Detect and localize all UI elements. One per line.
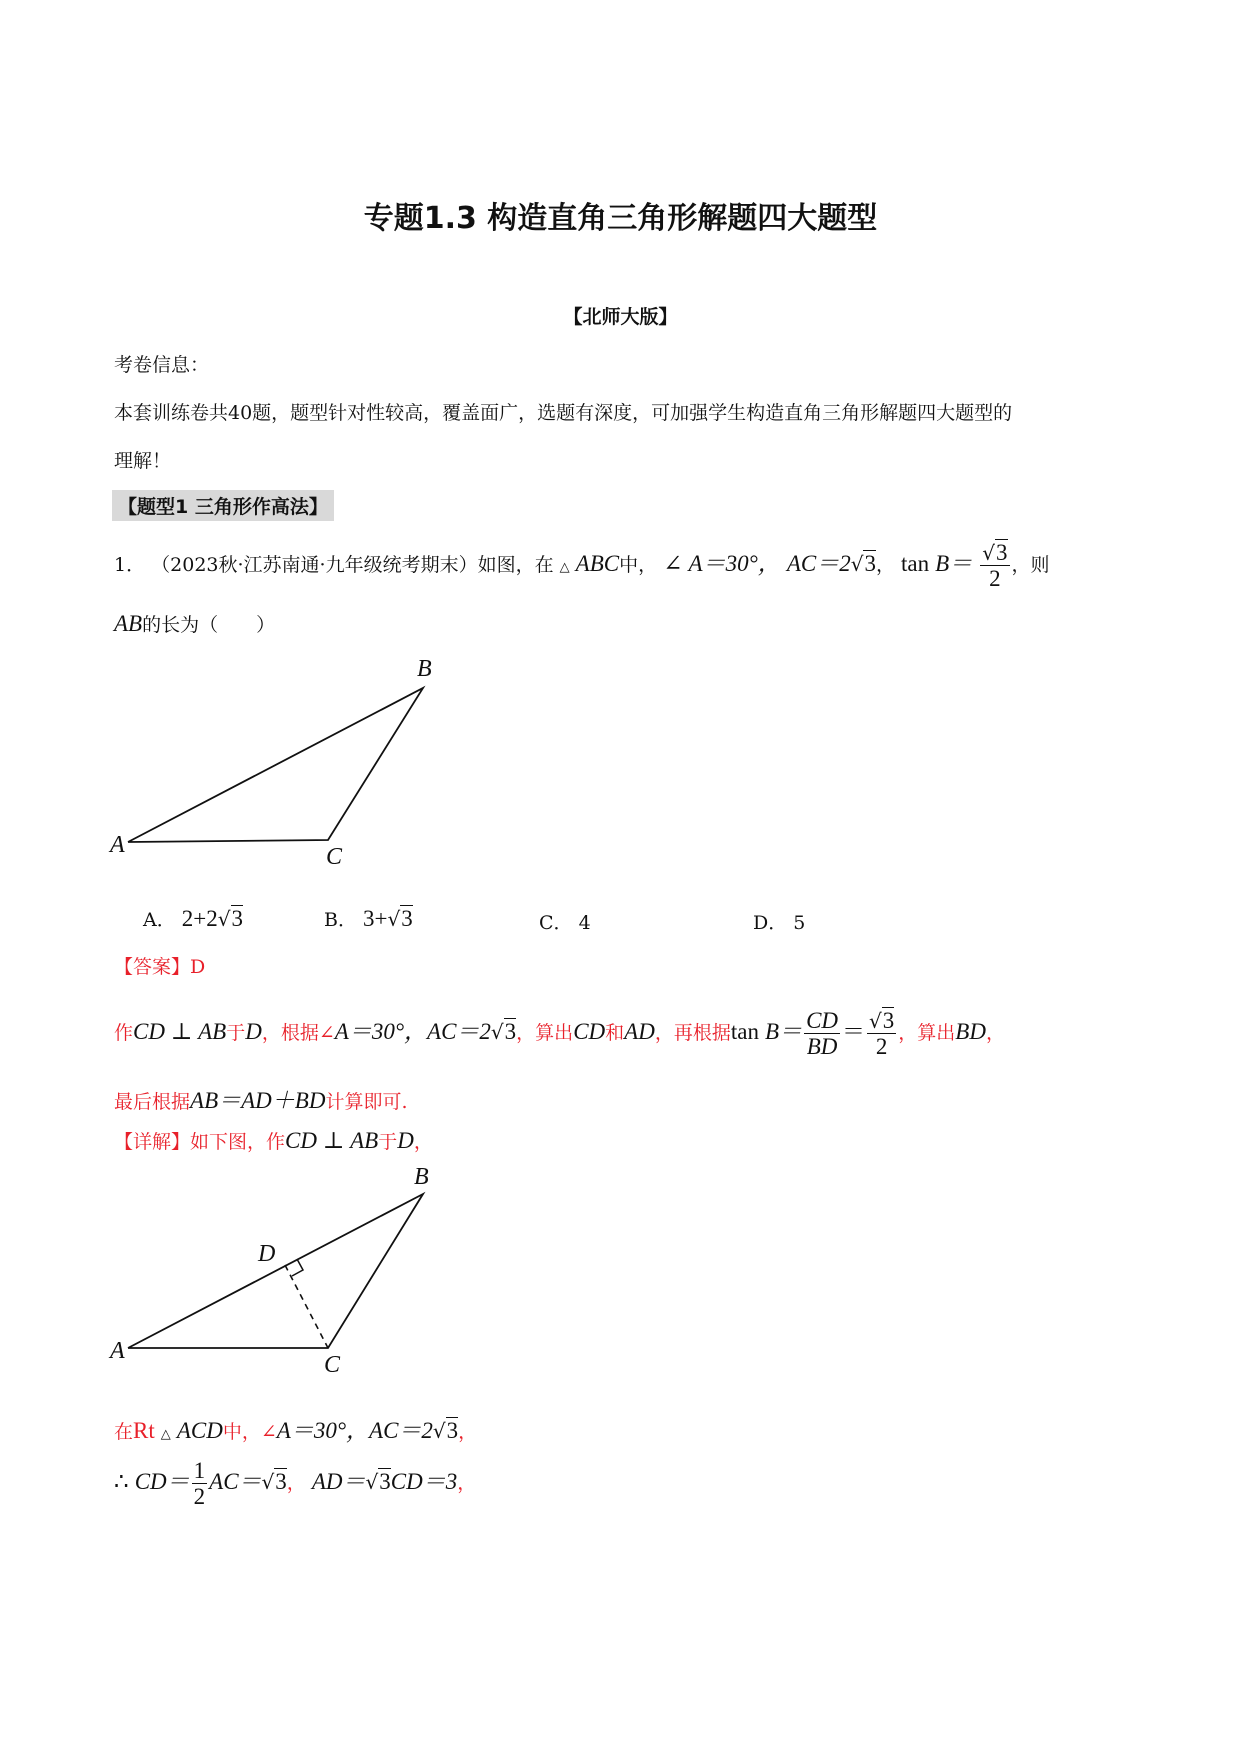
perp-symbol: ⊥ bbox=[316, 1128, 351, 1153]
bd-segment: BD bbox=[955, 1018, 986, 1044]
analysis-line-2 bbox=[114, 1082, 407, 1115]
question-number: 1． bbox=[114, 553, 146, 576]
cd-bd-fraction bbox=[804, 1008, 840, 1060]
option-d-label: D． bbox=[753, 912, 788, 934]
text-comma: ， bbox=[458, 1421, 478, 1443]
half-fraction bbox=[192, 1458, 208, 1510]
option-d[interactable] bbox=[753, 908, 805, 935]
option-b-label: B． bbox=[324, 909, 357, 931]
text-genju: ，根据∠ bbox=[261, 1021, 335, 1044]
detail-label: 【详解】 bbox=[114, 1131, 191, 1153]
triangle-acd: ACD bbox=[176, 1418, 223, 1443]
ab-segment: AB bbox=[114, 611, 143, 636]
tan-fraction bbox=[980, 540, 1009, 592]
text-zai: 在 bbox=[114, 1421, 134, 1443]
angle-a-value: A＝30°， bbox=[688, 550, 781, 576]
text-zaigenju: ，再根据 bbox=[654, 1021, 731, 1044]
text-suanchu: ，算出 bbox=[898, 1021, 956, 1044]
cd-segment: CD bbox=[285, 1128, 317, 1153]
text-yu: 于 bbox=[378, 1131, 398, 1153]
text-comma: ， bbox=[286, 1471, 306, 1494]
fraction-denominator: BD bbox=[806, 1034, 838, 1060]
triangle-abc: ABC bbox=[575, 550, 620, 576]
point-d-label: D bbox=[258, 1241, 276, 1267]
tan-b-eq: B＝ bbox=[765, 1018, 803, 1044]
option-c[interactable] bbox=[539, 908, 591, 935]
triangle-figure-2 bbox=[100, 1158, 460, 1383]
option-a[interactable] bbox=[143, 905, 243, 932]
perp-symbol: ⊥ bbox=[164, 1018, 199, 1044]
question-tail: 的长为（ ） bbox=[142, 614, 276, 636]
sqrt-icon: √ bbox=[490, 1019, 504, 1044]
answer-value: D bbox=[190, 956, 206, 978]
altitude-cd bbox=[285, 1265, 328, 1348]
edition-label: 【北师大版】 bbox=[563, 306, 678, 328]
option-b-value: 3+ bbox=[363, 906, 388, 931]
sqrt-icon: √ bbox=[869, 1009, 882, 1033]
vertex-c-label: C bbox=[326, 844, 343, 865]
sqrt-icon: √ bbox=[982, 541, 996, 565]
sqrt-icon: √ bbox=[217, 907, 231, 931]
text-comma: ， bbox=[985, 1021, 1005, 1044]
option-c-label: C． bbox=[539, 912, 573, 934]
option-c-value: 4 bbox=[578, 912, 591, 934]
question-1-line-1 bbox=[114, 540, 1050, 592]
intro-line-1: 本套训练卷共40题，题型针对性较高，覆盖面广，选题有深度，可加强学生构造直角三角形解题四大题型的 bbox=[114, 402, 1013, 424]
option-a-label: A． bbox=[143, 909, 176, 931]
equals-sign: ＝ bbox=[842, 1018, 866, 1044]
ab-segment: AB bbox=[350, 1128, 379, 1153]
sqrt-3: 3 bbox=[864, 550, 876, 576]
info-heading: 考卷信息： bbox=[114, 354, 210, 376]
triangle-figure-1 bbox=[100, 640, 460, 865]
sqrt-icon: √ bbox=[387, 907, 401, 931]
vertex-a-label: A bbox=[110, 1338, 125, 1364]
vertex-c-label: C bbox=[324, 1352, 341, 1378]
intro-line-2: 理解！ bbox=[114, 450, 172, 472]
ad-segment: AD bbox=[624, 1018, 655, 1044]
sqrt-3: 3 bbox=[275, 1468, 287, 1494]
cd-result: CD＝3 bbox=[390, 1468, 458, 1494]
analysis-line-1 bbox=[114, 1008, 1005, 1060]
text-zhong: 中，∠ bbox=[222, 1421, 277, 1443]
fraction-numerator bbox=[867, 1008, 896, 1034]
question-1-line-2 bbox=[114, 610, 275, 637]
text-comma: ， bbox=[457, 1471, 477, 1494]
text-jisuan: 计算即可. bbox=[325, 1091, 408, 1113]
solution-step-2 bbox=[114, 1458, 476, 1510]
sqrt-3: 3 bbox=[504, 1018, 517, 1044]
sqrt-3: 3 bbox=[446, 1418, 459, 1443]
sqrt-3: 3 bbox=[882, 1008, 895, 1033]
sqrt-3: 3 bbox=[996, 540, 1008, 565]
ac-value: AC＝2 bbox=[369, 1418, 433, 1443]
triangle-symbol: △ bbox=[559, 559, 570, 575]
text-yu: 于 bbox=[226, 1021, 246, 1044]
detail-text: 如下图，作 bbox=[190, 1131, 286, 1153]
fraction-numerator: CD bbox=[806, 1008, 839, 1033]
ac-value: AC＝2 bbox=[786, 550, 851, 576]
option-a-radicand: 3 bbox=[231, 906, 244, 931]
text-comma: ， bbox=[413, 1131, 433, 1153]
text-ze: ，则 bbox=[1011, 553, 1050, 576]
point-d: D bbox=[397, 1128, 414, 1153]
section-heading: 【题型1 三角形作高法】 bbox=[112, 490, 334, 521]
ab-segment: AB bbox=[198, 1018, 227, 1044]
option-b-radicand: 3 bbox=[401, 906, 413, 931]
vertex-b-label: B bbox=[414, 1164, 429, 1190]
cd-segment: CD bbox=[133, 1018, 165, 1044]
question-source: （2023秋·江苏南通·九年级统考期末）如图，在 bbox=[151, 553, 554, 576]
tan-b-eq: B＝ bbox=[935, 550, 973, 576]
text-he: 和 bbox=[605, 1021, 625, 1044]
ab-equation: AB＝AD＋BD bbox=[190, 1088, 326, 1113]
sqrt-3: 3 bbox=[379, 1468, 391, 1494]
text-zhong: 中， bbox=[619, 553, 658, 576]
cd-equation: CD＝ bbox=[134, 1468, 190, 1494]
sqrt-icon: √ bbox=[850, 551, 864, 576]
cd-segment: CD bbox=[573, 1018, 606, 1044]
tan-label: tan bbox=[730, 1018, 759, 1044]
triangle-outline bbox=[128, 1194, 423, 1348]
solution-step-1 bbox=[114, 1412, 477, 1445]
angle-symbol: ∠ bbox=[663, 550, 683, 576]
sqrt-icon: √ bbox=[365, 1469, 379, 1494]
option-d-value: 5 bbox=[793, 912, 806, 934]
ac-equation: AC＝ bbox=[209, 1468, 262, 1494]
therefore-symbol: ∴ bbox=[114, 1468, 129, 1494]
text-comma: ， bbox=[875, 553, 895, 576]
text-zuihou: 最后根据 bbox=[114, 1091, 191, 1113]
vertex-b-label: B bbox=[417, 656, 432, 682]
fraction-denominator: 2 bbox=[875, 1034, 888, 1060]
sqrt3-over-2-fraction bbox=[867, 1008, 896, 1060]
triangle-outline bbox=[128, 688, 423, 842]
sqrt-icon: √ bbox=[261, 1469, 275, 1494]
text-zuo: 作 bbox=[114, 1021, 134, 1044]
text-suanchu: ，算出 bbox=[516, 1021, 574, 1044]
answer-line bbox=[114, 952, 205, 979]
fraction-numerator: 1 bbox=[193, 1458, 206, 1483]
page-title: 专题1.3 构造直角三角形解题四大题型 bbox=[363, 201, 878, 236]
fraction-denominator: 2 bbox=[989, 566, 1001, 592]
tan-label: tan bbox=[901, 550, 930, 576]
sqrt-icon: √ bbox=[432, 1419, 446, 1443]
angle-a-value: A＝30°， bbox=[334, 1018, 428, 1044]
ad-equation: AD＝ bbox=[311, 1468, 366, 1494]
option-a-value: 2+2 bbox=[181, 906, 218, 931]
vertex-a-label: A bbox=[110, 832, 125, 858]
ac-value: AC＝2 bbox=[427, 1018, 491, 1044]
angle-a-value: A＝30°， bbox=[276, 1418, 370, 1443]
option-b[interactable] bbox=[324, 905, 413, 932]
detail-line bbox=[114, 1127, 433, 1154]
triangle-symbol: △ bbox=[160, 1427, 171, 1442]
rt-label: Rt bbox=[133, 1418, 155, 1443]
fraction-denominator: 2 bbox=[193, 1484, 206, 1510]
answer-label: 【答案】 bbox=[114, 956, 191, 978]
point-d: D bbox=[245, 1018, 262, 1044]
fraction-numerator bbox=[980, 540, 1009, 566]
